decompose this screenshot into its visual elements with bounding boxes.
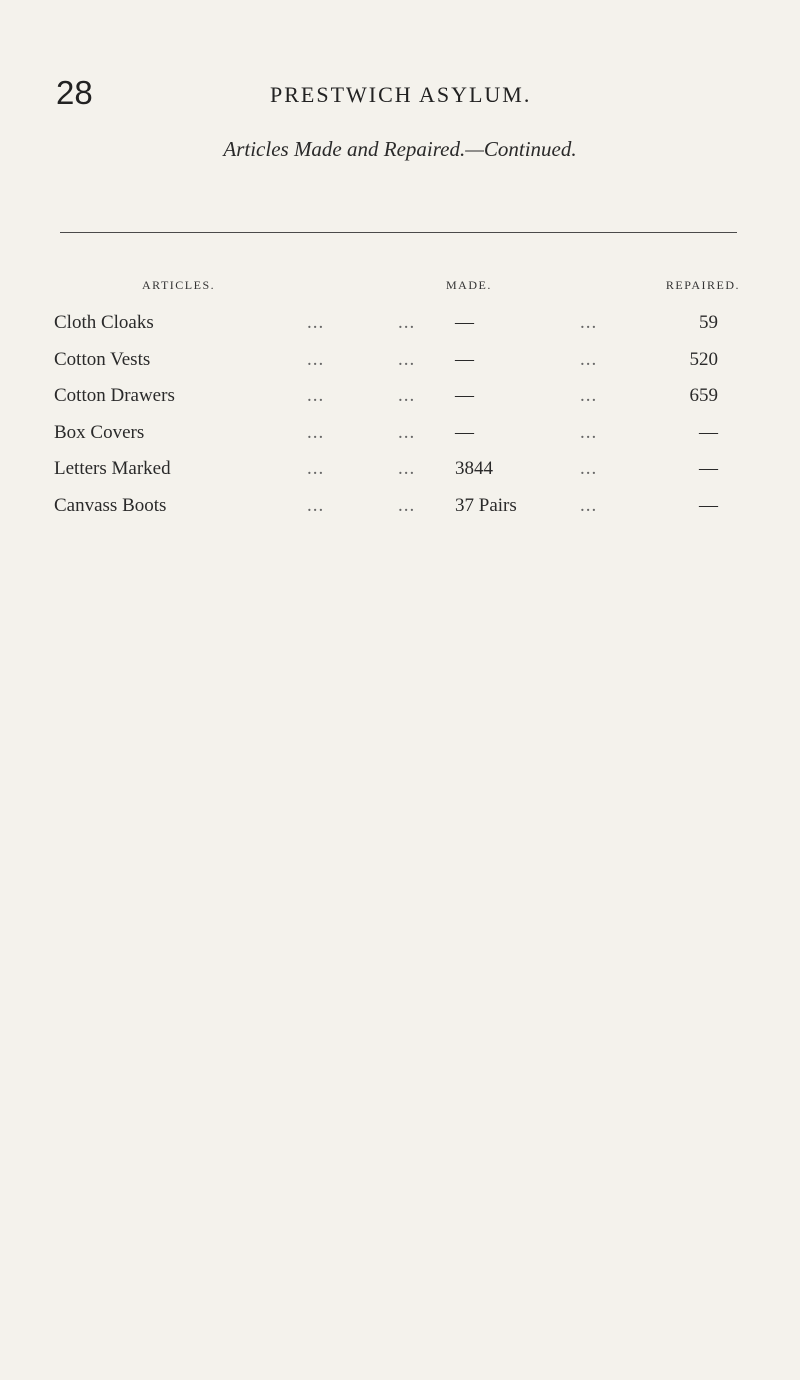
leader-dots: ...	[307, 421, 325, 443]
made-value: —	[455, 348, 474, 370]
leader-dots: ...	[398, 348, 416, 370]
leader-dots: ...	[580, 458, 598, 479]
table-title: Articles Made and Repaired.—Continued.	[223, 137, 577, 161]
leader-dots: ...	[307, 312, 325, 333]
table-row	[0, 458, 800, 495]
repaired-value: —	[699, 421, 718, 443]
article-name: Cloth Cloaks	[54, 312, 154, 333]
leader-dots: ...	[307, 458, 325, 479]
page-number: 28	[56, 74, 93, 111]
leader-dots: ...	[580, 494, 598, 516]
table-row	[0, 422, 800, 459]
repaired-value: 659	[689, 385, 718, 406]
leader-dots: ...	[307, 494, 325, 516]
article-name: Box Covers	[54, 421, 145, 443]
leader-dots: ...	[580, 385, 598, 406]
table-row	[0, 385, 800, 422]
leader-dots: ...	[398, 494, 416, 516]
article-name: Cotton Vests	[54, 348, 151, 370]
made-value: —	[455, 312, 474, 333]
leader-dots: ...	[580, 421, 598, 443]
leader-dots: ...	[398, 458, 416, 479]
article-name: Letters Marked	[54, 458, 171, 479]
repaired-value: 59	[699, 312, 718, 333]
made-value: 3844	[455, 458, 493, 479]
column-header-articles: ARTICLES.	[142, 278, 216, 292]
column-header-repaired: REPAIRED.	[665, 278, 740, 292]
repaired-value: —	[699, 458, 718, 479]
table-row	[0, 312, 800, 349]
repaired-value: —	[699, 494, 718, 516]
article-name: Cotton Drawers	[54, 385, 175, 406]
leader-dots: ...	[580, 348, 598, 370]
leader-dots: ...	[307, 385, 325, 406]
column-header-made: MADE.	[446, 278, 492, 292]
leader-dots: ...	[398, 421, 416, 443]
made-value: —	[455, 385, 474, 406]
made-value: 37 Pairs	[455, 494, 517, 516]
made-value: —	[455, 421, 474, 443]
repaired-value: 520	[689, 348, 718, 370]
table-row	[0, 349, 800, 386]
articles-table	[0, 312, 800, 531]
leader-dots: ...	[580, 312, 598, 333]
table-row	[0, 495, 800, 532]
article-name: Canvass Boots	[54, 494, 167, 516]
running-head: PRESTWICH ASYLUM.	[270, 82, 532, 107]
leader-dots: ...	[307, 348, 325, 370]
header-rule	[60, 232, 737, 233]
leader-dots: ...	[398, 385, 416, 406]
leader-dots: ...	[398, 312, 416, 333]
